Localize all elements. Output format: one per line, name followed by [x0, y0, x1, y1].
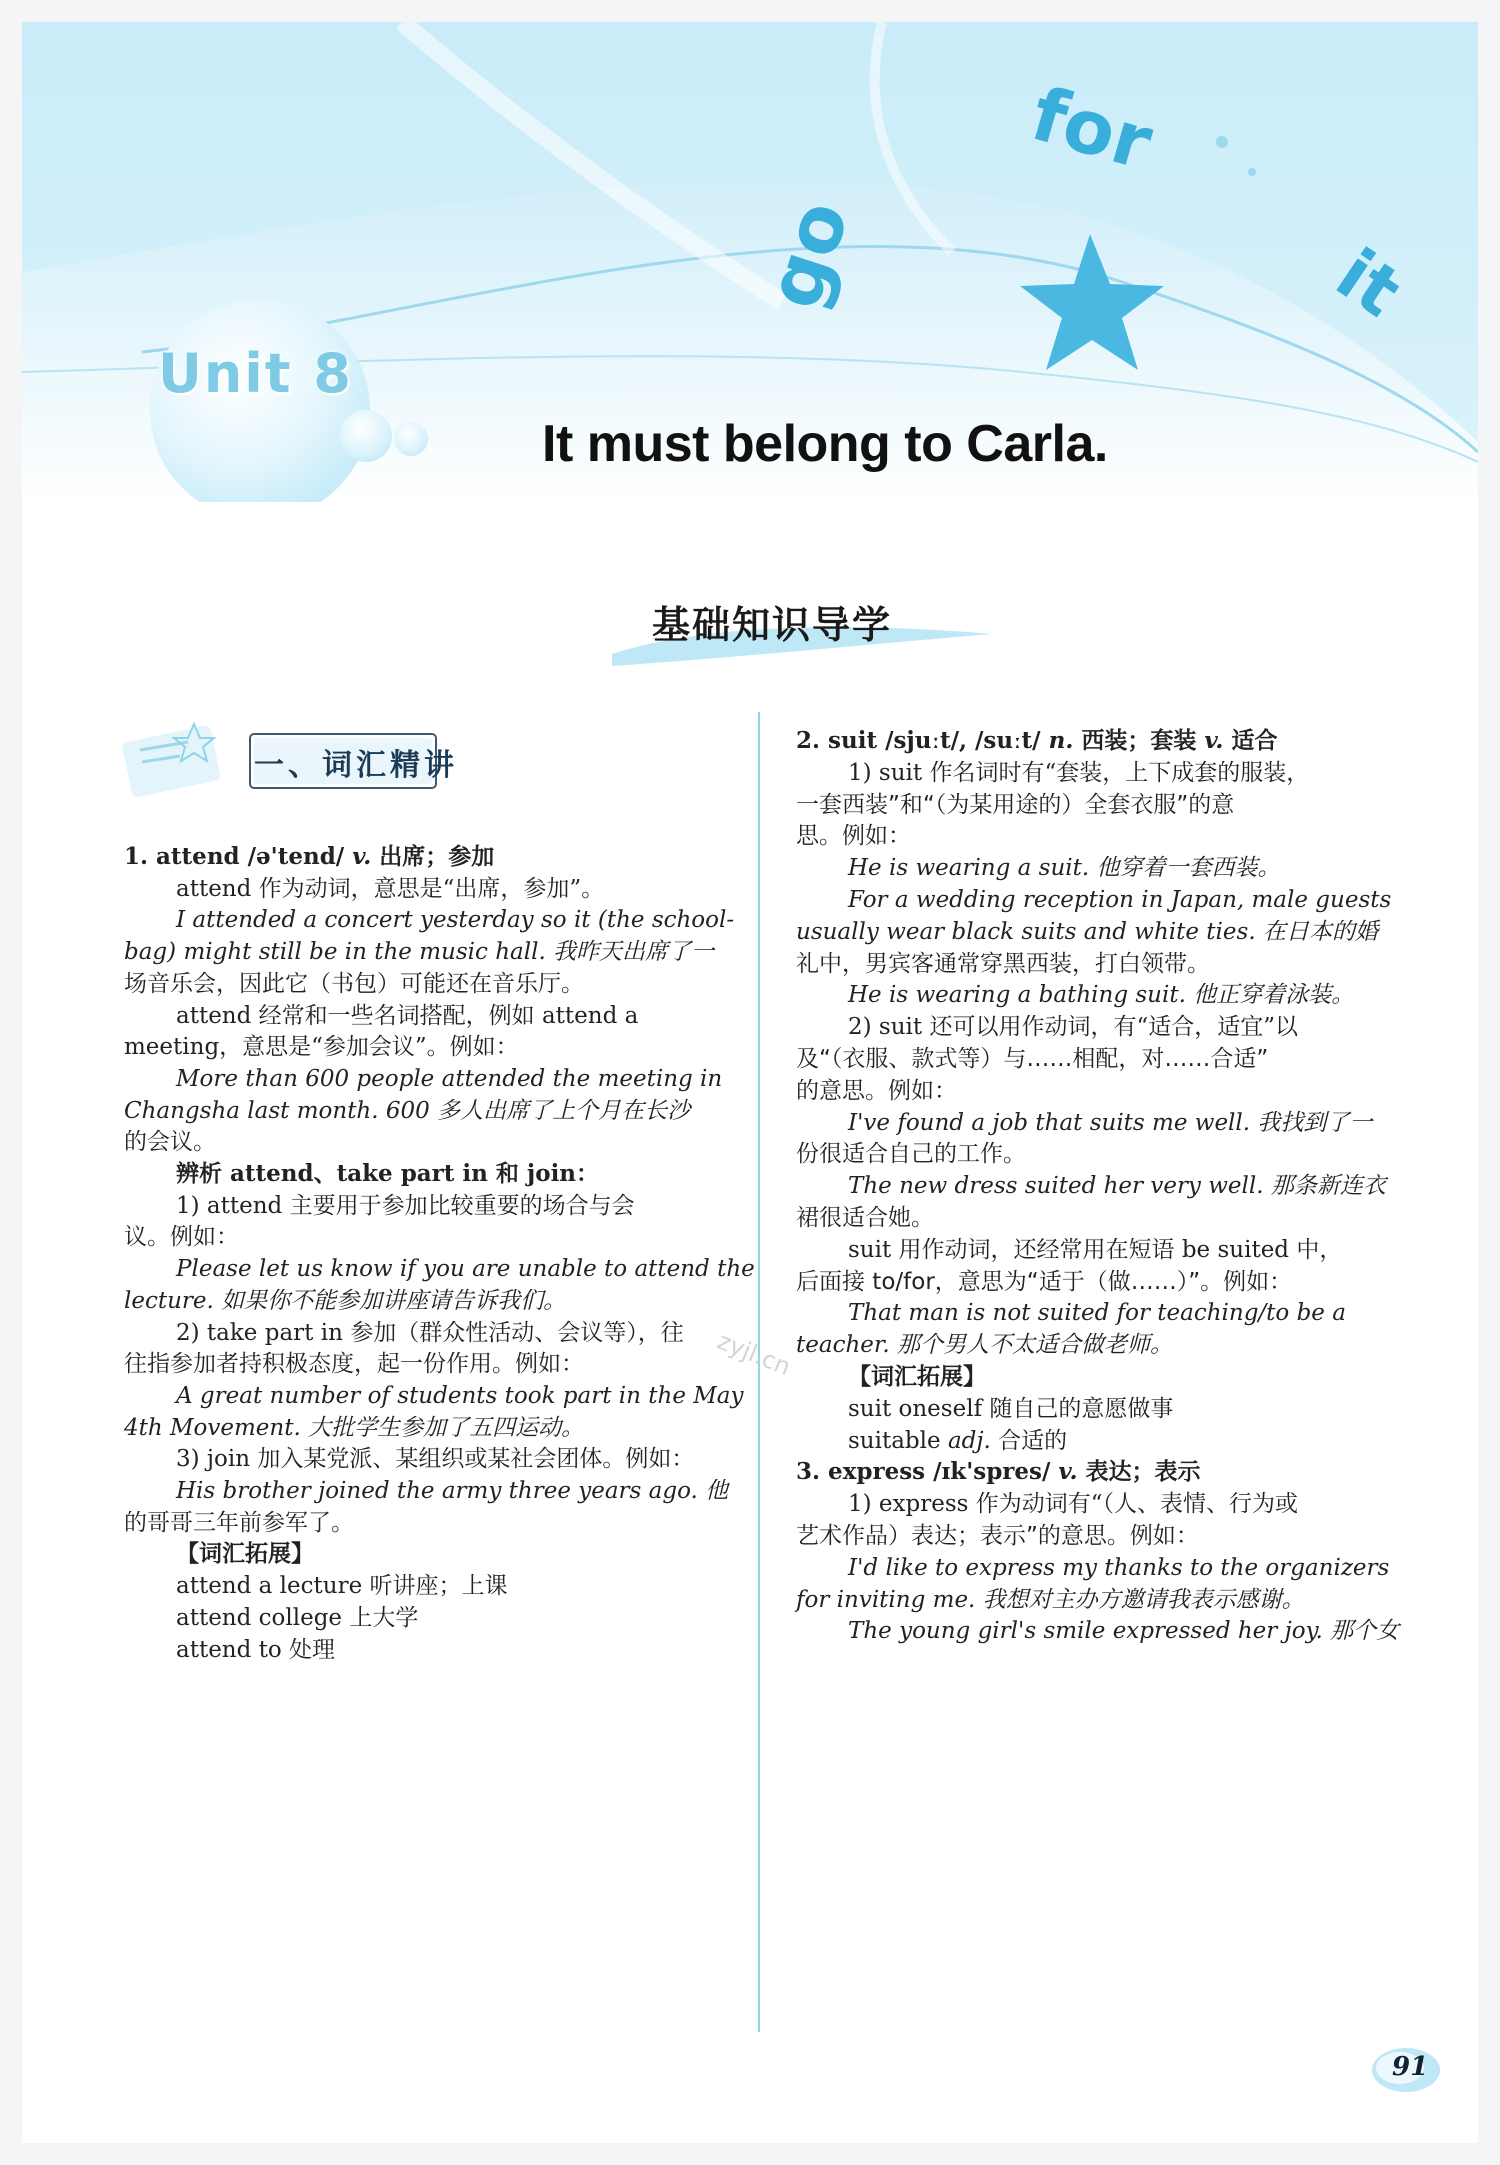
text-line [124, 1539, 314, 1569]
text-segment: teacher. 那个男人不太适合做老师。 [796, 1332, 1173, 1359]
text-line [124, 1413, 584, 1443]
text-line [796, 1616, 1399, 1646]
text-line [796, 949, 1210, 979]
text-segment: 辨析 attend、take part in 和 join： [176, 1160, 600, 1187]
text-line [124, 1001, 638, 1031]
text-line [796, 1267, 1292, 1297]
section-heading: 基础知识导学 [652, 603, 893, 647]
page-number-badge [1366, 2042, 1442, 2098]
text-line [124, 1191, 635, 1221]
text-line [124, 1254, 755, 1284]
bubble-small [394, 422, 428, 456]
text-line [796, 1426, 1067, 1456]
text-segment: express [828, 1458, 934, 1486]
text-segment: More than 600 people attended the meeting in [176, 1065, 723, 1092]
text-segment: 【词汇拓展】 [848, 1363, 986, 1390]
text-line [124, 1318, 684, 1348]
text-segment: 场音乐会，因此它（书包）可能还在音乐厅。 [124, 970, 584, 997]
bubble-large [340, 410, 392, 462]
text-segment: 裙很适合她。 [796, 1205, 934, 1231]
text-line [796, 758, 1309, 788]
text-segment: The young girl's smile expressed her joy. 那个女 [848, 1618, 1400, 1645]
text-segment: 礼中，男宾客通常穿黑西装，打白领带。 [796, 950, 1210, 977]
text-line [124, 1603, 418, 1633]
text-segment: /ə'tend/ [247, 843, 353, 870]
text-line [796, 1585, 1305, 1615]
text-line [124, 1571, 508, 1601]
text-line [124, 874, 604, 904]
text-segment: 1) suit 作名词时有“套装，上下成套的服装， [848, 759, 1310, 786]
text-segment: He is wearing a bathing suit. 他正穿着泳装。 [848, 982, 1355, 1009]
text-line [796, 1298, 1346, 1328]
text-segment: 后面接 to/for，意思为“适于（做……）”。例如： [796, 1268, 1293, 1295]
text-segment: I attended a concert yesterday so it (the school- [176, 907, 735, 934]
text-line [124, 1444, 694, 1474]
text-segment: His brother joined the army three years ago. 他 [176, 1478, 729, 1504]
text-segment: 的会议。 [124, 1129, 216, 1156]
text-segment: v. [1204, 727, 1232, 754]
unit-label: Unit 8 [158, 342, 353, 405]
text-segment: 3) join 加入某党派、某组织或某社会团体。例如： [176, 1446, 695, 1473]
text-line [124, 1286, 566, 1316]
text-segment: 2) suit 还可以用作动词，有“适合，适宜”以 [848, 1014, 1298, 1041]
text-segment: 1) express 作为动词有“（人、表情、行为或 [848, 1491, 1299, 1518]
text-segment: That man is not suited for teaching/to be a [848, 1300, 1346, 1327]
text-line [124, 1159, 599, 1189]
text-segment: I've found a job that suits me well. 我找到了一 [848, 1109, 1373, 1136]
text-line [796, 1044, 1268, 1074]
text-segment: /sjuːt/, /suːt/ [885, 727, 1049, 754]
deco-for: for [1022, 71, 1162, 187]
text-line [796, 1521, 1199, 1551]
text-segment: For a wedding reception in Japan, male guests [848, 887, 1392, 913]
deco-go: go [748, 190, 867, 319]
text-line [124, 1096, 690, 1126]
text-segment: A great number of students took part in the May [176, 1382, 744, 1409]
text-segment: 1) attend 主要用于参加比较重要的场合与会 [176, 1192, 635, 1219]
text-line [124, 1381, 744, 1411]
text-line [124, 905, 734, 935]
text-line [796, 1330, 1173, 1360]
text-line [124, 1476, 728, 1506]
text-line [796, 1012, 1298, 1042]
text-line [796, 1108, 1372, 1138]
text-line [796, 980, 1354, 1010]
text-line [796, 726, 1277, 756]
text-segment: 【词汇拓展】 [176, 1540, 314, 1568]
text-line [796, 821, 911, 851]
text-segment: The new dress suited her very well. 那条新连衣 [848, 1173, 1386, 1200]
text-line [796, 853, 1281, 883]
text-segment: 2. [796, 727, 829, 754]
text-segment: attend 作为动词，意思是“出席，参加”。 [176, 875, 605, 902]
text-segment: adj. [947, 1427, 991, 1454]
text-segment: suit oneself 随自己的意愿做事 [848, 1395, 1174, 1422]
text-segment: bag) might still be in the music hall. 我昨天出席了一 [124, 939, 715, 966]
text-line [796, 917, 1378, 947]
text-line [124, 937, 714, 967]
text-line [796, 885, 1391, 915]
text-segment: suitable [848, 1427, 948, 1454]
text-line [796, 1362, 986, 1392]
text-line [796, 1139, 1026, 1169]
text-line [796, 1457, 1200, 1487]
category-title: 一、词汇精讲 [254, 748, 458, 783]
text-line [796, 1235, 1342, 1265]
text-line [124, 1635, 335, 1665]
unit-banner [22, 22, 1478, 502]
text-segment: lecture. 如果你不能参加讲座请告诉我们。 [124, 1287, 567, 1314]
text-line [124, 1349, 584, 1379]
text-segment: 4th Movement. 大批学生参加了五四运动。 [124, 1414, 585, 1441]
deco-it: it [1321, 232, 1416, 334]
text-segment: /ɪk'spres/ [933, 1458, 1059, 1486]
text-segment: 一套西装”和“（为某用途的）全套衣服”的意 [796, 791, 1235, 818]
page-number: 91 [1392, 2052, 1429, 2082]
textbook-page [22, 22, 1478, 2143]
text-line [124, 1222, 239, 1252]
text-segment: attend to 处理 [176, 1636, 336, 1663]
text-segment: attend college 上大学 [176, 1604, 419, 1631]
text-segment: 出席；参加 [379, 843, 495, 870]
unit-title: It must belong to Carla. [542, 415, 1108, 473]
text-segment: Please let us know if you are unable to attend the [176, 1256, 755, 1283]
text-line [124, 1032, 519, 1062]
text-segment: 合适的 [990, 1427, 1068, 1454]
text-segment: 的意思。例如： [796, 1077, 957, 1104]
text-segment: He is wearing a suit. 他穿着一套西装。 [848, 855, 1281, 882]
text-segment: suit [828, 727, 886, 754]
text-line [124, 1127, 216, 1157]
text-segment: 议。例如： [124, 1224, 239, 1251]
text-segment: Changsha last month. 600 多人出席了上个月在长沙 [124, 1097, 691, 1124]
text-segment: 表达；表示 [1085, 1458, 1201, 1486]
text-segment: attend [156, 843, 248, 870]
text-segment: 思。例如： [796, 823, 911, 850]
text-line [796, 1394, 1173, 1424]
text-line [796, 1076, 957, 1106]
text-line [796, 1203, 934, 1233]
star-icon [1020, 234, 1164, 370]
text-segment: 份很适合自己的工作。 [796, 1141, 1026, 1168]
text-line [124, 842, 494, 872]
text-segment: 3. [796, 1458, 829, 1486]
text-segment: for inviting me. 我想对主办方邀请我表示感谢。 [796, 1586, 1305, 1613]
text-segment: meeting，意思是“参加会议”。例如： [124, 1034, 519, 1061]
text-segment: v. [1058, 1458, 1086, 1486]
text-line [796, 1171, 1386, 1201]
text-segment: 的哥哥三年前参军了。 [124, 1509, 354, 1536]
text-line [796, 790, 1234, 820]
text-line [796, 1489, 1298, 1519]
text-segment: 及“（衣服、款式等）与……相配，对……合适” [796, 1046, 1269, 1072]
watermark: zyjl.cn [713, 1326, 795, 1382]
text-line [124, 1064, 722, 1094]
text-segment: 2) take part in 参加（群众性活动、会议等），往 [176, 1319, 684, 1346]
text-segment: I'd like to express my thanks to the organizers [848, 1554, 1390, 1581]
text-line [124, 1508, 354, 1538]
text-segment: 艺术作品）表达；表示”的意思。例如： [796, 1523, 1199, 1549]
text-segment: usually wear black suits and white ties. 在日本的婚 [796, 918, 1378, 945]
text-line [124, 969, 584, 999]
text-segment: 往指参加者持积极态度，起一份作用。例如： [124, 1351, 584, 1378]
text-segment: attend 经常和一些名词搭配，例如 attend a [176, 1002, 639, 1029]
text-segment: 西装；套装 [1081, 727, 1205, 754]
text-segment: n. [1048, 727, 1082, 754]
text-line [796, 1553, 1389, 1583]
text-segment: 1. [124, 843, 157, 870]
text-segment: v. [352, 843, 380, 870]
text-segment: suit 用作动词，还经常用在短语 be suited 中， [848, 1236, 1343, 1263]
text-segment: attend a lecture 听讲座；上课 [176, 1573, 508, 1600]
column-divider [758, 712, 760, 2032]
text-segment: 适合 [1231, 727, 1278, 754]
